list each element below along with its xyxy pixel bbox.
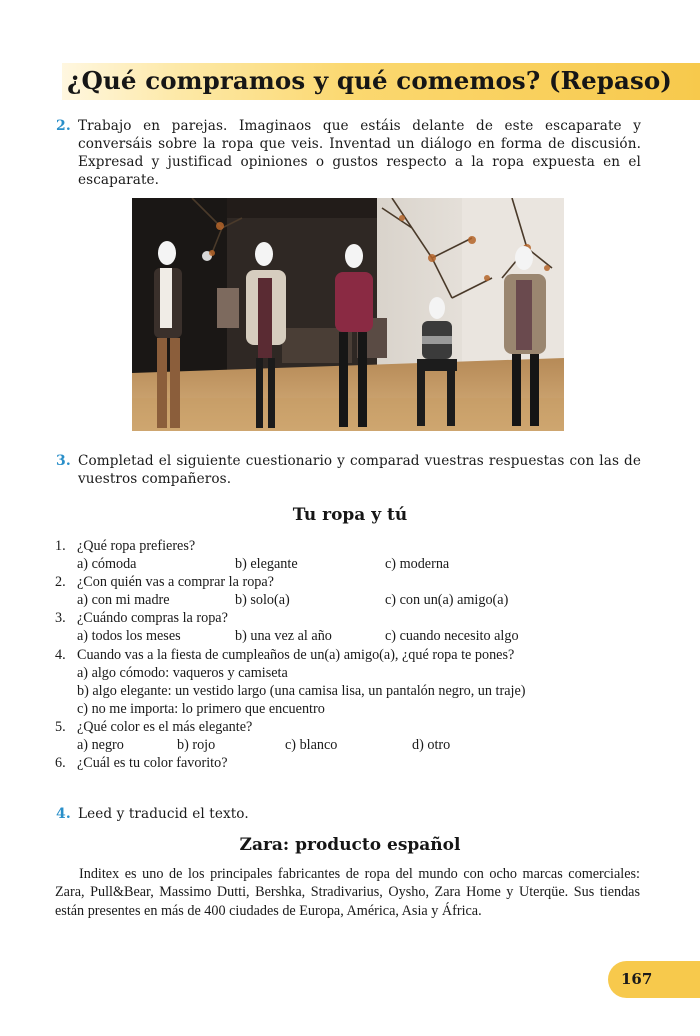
option: a) algo cómodo: vaqueros y camiseta (77, 664, 288, 681)
question-6 (55, 754, 640, 772)
question-2 (55, 573, 640, 591)
option: c) con un(a) amigo(a) (385, 592, 509, 609)
question-number: 4. (55, 646, 66, 663)
question-number: 5. (55, 718, 66, 735)
shop-window-photo (132, 198, 564, 431)
task-4-number: 4. (56, 806, 71, 822)
page-number: 167 (621, 970, 653, 988)
option: c) blanco (285, 737, 338, 754)
option: a) cómoda (77, 556, 137, 573)
option: c) cuando necesito algo (385, 628, 519, 645)
page-number-tab (608, 961, 700, 998)
option: a) negro (77, 737, 124, 754)
chapter-header-band (62, 63, 700, 100)
question-number: 2. (55, 574, 66, 591)
question-text: ¿Qué ropa prefieres? (77, 538, 196, 554)
question-text: ¿Cuándo compras la ropa? (77, 610, 228, 627)
option: d) otro (412, 737, 451, 754)
question-number: 1. (55, 538, 66, 554)
question-4 (55, 646, 640, 664)
question-text: ¿Con quién vas a comprar la ropa? (77, 574, 274, 591)
option: b) rojo (177, 737, 216, 754)
question-text: ¿Cuál es tu color favorito? (77, 755, 228, 772)
question-number: 3. (55, 610, 66, 627)
question-4-option-a (55, 664, 640, 682)
task-3-text: Completad el siguiente cuestionario y comparad vuestras respuestas con las de vuestros compañeros. (78, 453, 641, 487)
option: b) elegante (235, 556, 298, 573)
question-5 (55, 718, 640, 736)
reading-title: Zara: producto español (239, 835, 461, 855)
question-5-options (55, 736, 640, 754)
option: c) no me importa: lo primero que encuentro (77, 700, 325, 717)
option: b) una vez al año (235, 628, 332, 645)
option: c) moderna (385, 556, 450, 573)
option: b) algo elegante: un vestido largo (una camisa lisa, un pantalón negro, un traje) (77, 682, 526, 699)
question-3-options (55, 627, 640, 645)
chapter-title: ¿Qué compramos y qué comemos? (Repaso) (67, 66, 672, 95)
option: a) todos los meses (77, 628, 181, 645)
question-4-option-b (55, 682, 640, 700)
task-2 (56, 117, 641, 189)
task-4 (56, 805, 641, 823)
question-text: ¿Qué color es el más elegante? (77, 718, 253, 735)
questionnaire (55, 537, 640, 772)
quiz-title: Tu ropa y tú (292, 505, 408, 525)
question-3 (55, 609, 640, 627)
task-3 (56, 452, 641, 488)
task-4-text: Leed y traducid el texto. (78, 806, 249, 822)
question-text: Cuando vas a la fiesta de cumpleaños de un(a) amigo(a), ¿qué ropa te pones? (77, 646, 515, 663)
task-2-text: Trabajo en parejas. Imaginaos que estáis delante de este escaparate y conversáis sobre la ropa que veis. Inventad un diálogo en forma de discusión. Expresad y justificad opiniones o gustos respecto a la ropa expuesta en el escaparate. (78, 118, 641, 188)
question-1-options (55, 555, 640, 573)
option: a) con mi madre (77, 592, 170, 609)
question-number: 6. (55, 755, 66, 772)
shop-window-illustration (132, 198, 564, 431)
option: b) solo(a) (235, 592, 290, 609)
question-2-options (55, 591, 640, 609)
reading-text: Inditex es uno de los principales fabricantes de ropa del mundo con ocho marcas comerciales: Zara, Pull&Bear, Massimo Dutti, Bershka, Stradivarius, Oysho, Zara Home y Uterqüe. Sus tiendas están presentes en más de 400 ciudades de Europa, América, Asia y África. (55, 866, 640, 919)
question-1 (55, 537, 640, 555)
question-4-option-c (55, 700, 640, 718)
task-3-number: 3. (56, 453, 71, 469)
task-2-number: 2. (56, 118, 71, 134)
